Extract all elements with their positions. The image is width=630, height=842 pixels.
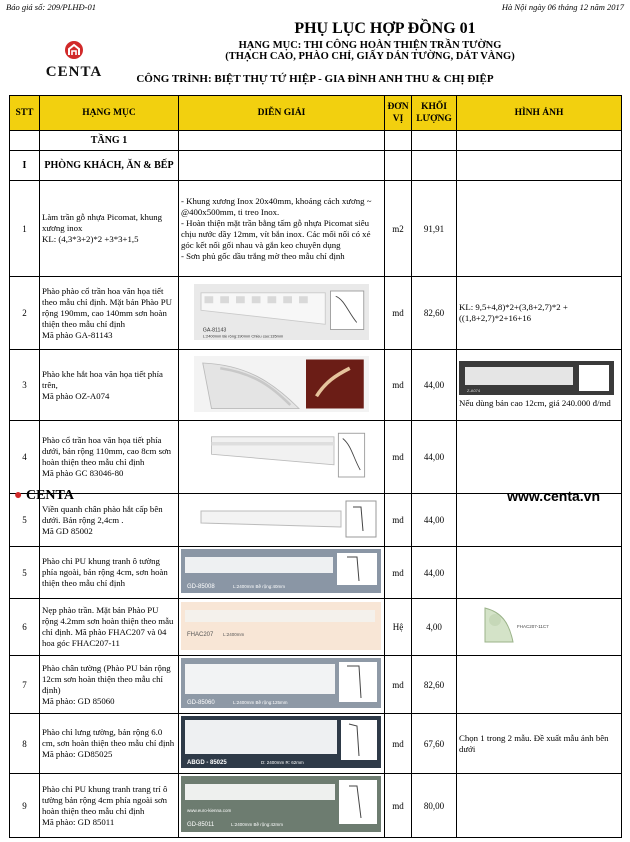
row-desc: - Khung xương Inox 20x40mm, khoảng cách xương ~ @400x500mm, ti treo Inox. - Hoàn thiện mặt trần bằng tấm gỗ nhựa Picomat siêu chịu nước dầy 12mm, vít bắn inox. Các mối nối có xẻ góc kết nối gối nhau và gắn keo chuyên dụng - Sơn phủ gốc dầu trắng mờ theo mẫu chỉ định	[179, 181, 385, 277]
table-row	[10, 656, 622, 714]
table-row	[10, 774, 622, 838]
row-stt: 8	[10, 714, 40, 774]
row-note	[457, 421, 622, 494]
row-unit: Hệ	[385, 599, 412, 656]
row-stt: 5	[10, 494, 40, 547]
section-row	[10, 151, 622, 181]
table-row	[10, 421, 622, 494]
row-stt: 9	[10, 774, 40, 838]
molding-photo	[181, 549, 381, 593]
project-name: CÔNG TRÌNH: BIỆT THỰ TỨ HIỆP - GIA ĐÌNH ANH THU & CHỊ ĐIỆP	[136, 73, 494, 85]
photo-dims: L:2400mm Bề rộng:40mm	[233, 584, 286, 589]
note-photo-caption: Z-A074	[467, 388, 481, 393]
centa-logo-icon	[63, 40, 85, 60]
row-note-cell	[457, 350, 622, 421]
row-note-cell	[457, 599, 622, 656]
molding-photo	[181, 658, 381, 708]
row-stt: 1	[10, 181, 40, 277]
note-photo-caption: FHAC207-11C7	[517, 623, 549, 629]
row-stt: 7	[10, 656, 40, 714]
subtitle-scope: HẠNG MỤC: THI CÔNG HOÀN THIỆN TRẦN TƯỜNG	[238, 40, 502, 51]
molding-photo	[181, 776, 381, 832]
row-qty: 44,00	[412, 547, 457, 599]
row-note	[457, 774, 622, 838]
row-unit: md	[385, 656, 412, 714]
floor-row	[10, 131, 622, 151]
photo-caption: GD-85060	[187, 700, 215, 706]
table-row	[10, 277, 622, 350]
watermark-logo	[14, 488, 74, 504]
row-unit: md	[385, 494, 412, 547]
watermark-logo-icon: ●	[14, 488, 23, 503]
row-note: KL: 9,5+4,8)*2+(3,8+2,7)*2 +((1,8+2,7)*2+16+16	[457, 277, 622, 350]
quote-table	[9, 95, 622, 838]
row-qty: 80,00	[412, 774, 457, 838]
section-name: PHÒNG KHÁCH, ĂN & BẾP	[40, 151, 179, 181]
table-header-row	[10, 96, 622, 131]
row-note: Nếu dùng bản cao 12cm, giá 240.000 đ/md	[459, 398, 611, 408]
row-note	[457, 656, 622, 714]
row-item: Viền quanh chân phào hắt cấp bên dưới. Bản rộng 2,4cm . Mã GD 85002	[40, 494, 179, 547]
col-unit: ĐƠN VỊ	[385, 96, 412, 131]
row-qty: 67,60	[412, 714, 457, 774]
table-row	[10, 547, 622, 599]
row-item: Phào chỉ PU khung tranh trang trí ô tường bản rộng 4cm phía ngoài sơn hoàn thiện theo mẫu chỉ định Mã phào: GD 85011	[40, 774, 179, 838]
molding-photo	[181, 356, 382, 412]
col-image: HÌNH ẢNH	[457, 96, 622, 131]
row-item: Phào khe hắt hoa văn họa tiết phía trên, Mã phào OZ-A074	[40, 350, 179, 421]
row-unit: md	[385, 350, 412, 421]
molding-photo	[181, 428, 382, 484]
row-qty: 82,60	[412, 277, 457, 350]
row-photo	[179, 277, 385, 350]
photo-caption: FHAC207	[187, 631, 214, 638]
table-row	[10, 350, 622, 421]
row-photo	[179, 656, 385, 714]
row-unit: md	[385, 547, 412, 599]
row-qty: 44,00	[412, 494, 457, 547]
row-note	[457, 181, 622, 277]
table-row	[10, 599, 622, 656]
row-note	[457, 547, 622, 599]
row-unit: md	[385, 774, 412, 838]
row-item: Phào cổ trần hoa văn họa tiết phía dưới, bản rộng 110mm, cao 8cm sơn hoàn thiện theo mẫu chỉ định Mã phào GC 83046-80	[40, 421, 179, 494]
photo-caption: GD-85011	[187, 822, 215, 828]
row-stt: 5	[10, 547, 40, 599]
quote-reference: Báo giá số: 209/PLHĐ-01	[6, 2, 96, 12]
photo-dims: L:2400mm	[223, 631, 245, 637]
row-qty: 44,00	[412, 421, 457, 494]
row-item: Phào chân tường (Phào PU bản rộng 12cm sơn hoàn thiện theo mẫu chỉ định) Mã phào: GD 85060	[40, 656, 179, 714]
row-photo	[179, 547, 385, 599]
col-desc: DIỄN GIẢI	[179, 96, 385, 131]
row-stt: 2	[10, 277, 40, 350]
row-unit: m2	[385, 181, 412, 277]
row-qty: 82,60	[412, 656, 457, 714]
row-stt: 3	[10, 350, 40, 421]
section-number: I	[10, 151, 40, 181]
row-item: Phào phào cổ trần hoa văn họa tiết theo mẫu chỉ định. Mặt bản Phào PU rộng 190mm, cao 140mm sơn hoàn thiện theo mẫu chỉ định Mã phào GA-81143	[40, 277, 179, 350]
row-unit: md	[385, 714, 412, 774]
col-qty: KHỐI LƯỢNG	[412, 96, 457, 131]
subtitle-materials: (THẠCH CAO, PHÀO CHỈ, GIẤY DÁN TƯỜNG, DÁT VÀNG)	[225, 51, 515, 62]
row-photo	[179, 599, 385, 656]
photo-caption: ABGD - 85025	[187, 760, 227, 766]
row-item: Phào chỉ lưng tường, bản rộng 6.0 cm, sơn hoàn thiện theo mẫu chỉ định Mã phào: GD85025	[40, 714, 179, 774]
photo-dims: L:2400mm Bề rộng:190mm Chiều cao:135mm	[202, 332, 284, 338]
row-qty: 4,00	[412, 599, 457, 656]
row-qty: 91,91	[412, 181, 457, 277]
logo-text: CENTA	[45, 64, 103, 80]
photo-dims: D: 2400mm R: 62mm	[261, 760, 304, 765]
photo-caption: GD-85008	[187, 584, 215, 590]
document-titles	[120, 20, 620, 62]
quote-date: Hà Nội ngày 06 tháng 12 năm 2017	[501, 2, 624, 12]
photo-dims: L:2400mm Bề rộng:42mm	[231, 822, 284, 827]
watermark-url: www.centa.vn	[507, 488, 600, 504]
col-item: HẠNG MỤC	[40, 96, 179, 131]
row-stt: 4	[10, 421, 40, 494]
photo-caption: GA-81143	[202, 326, 227, 333]
row-unit: md	[385, 277, 412, 350]
row-item: Nẹp phào trần. Mặt bản Phào PU rộng 4.2mm sơn hoàn thiện theo mẫu chỉ định. Mã phào FHAC207 và 04 hoa góc FHAC207-11	[40, 599, 179, 656]
row-qty: 44,00	[412, 350, 457, 421]
table-row	[10, 181, 622, 277]
table-row	[10, 714, 622, 774]
photo-url: www.euro-kienna.com	[187, 808, 232, 813]
row-photo	[179, 350, 385, 421]
col-stt: STT	[10, 96, 40, 131]
row-photo	[179, 714, 385, 774]
molding-photo	[181, 716, 381, 768]
row-stt: 6	[10, 599, 40, 656]
corner-ornament-photo	[479, 602, 559, 650]
row-photo	[179, 774, 385, 838]
note-molding-photo	[459, 361, 614, 395]
row-note: Chọn 1 trong 2 mẫu. Đề xuất mẫu ảnh bên dưới	[457, 714, 622, 774]
page-title: PHỤ LỤC HỢP ĐỒNG 01	[294, 20, 476, 37]
molding-photo	[181, 602, 381, 650]
floor-label: TẦNG 1	[40, 131, 179, 151]
molding-photo	[181, 284, 382, 340]
molding-photo	[181, 497, 381, 541]
row-photo	[179, 494, 385, 547]
row-item: Làm trần gỗ nhựa Picomat, khung xương inox KL: (4,3*3+2)*2 +3*3+1,5	[40, 181, 179, 277]
row-item: Phào chỉ PU khung tranh ô tường phía ngoài, bản rộng 4cm, sơn hoàn thiện theo mẫu chỉ định	[40, 547, 179, 599]
photo-dims: L:2400mm Bề rộng:125mm	[233, 700, 288, 705]
row-photo	[179, 421, 385, 494]
watermark-logo-text: CENTA	[25, 488, 74, 503]
row-unit: md	[385, 421, 412, 494]
